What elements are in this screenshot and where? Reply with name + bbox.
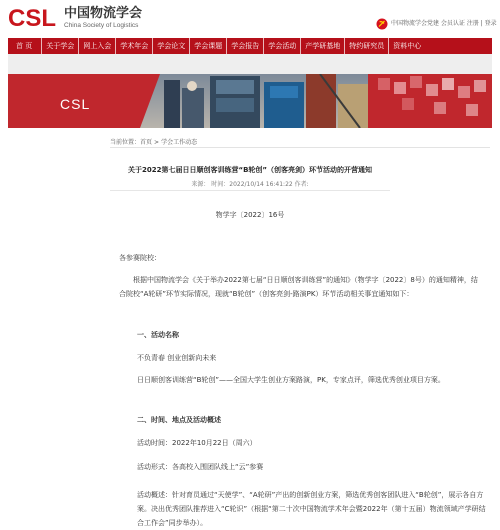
- top-links[interactable]: 中国物流学会党建 会员认证 注册 | 登录: [391, 20, 497, 27]
- intro-paragraph: 根据中国物流学会《关于举办2022第七届“日日顺创客训练营”的通知》（物学字〔2022〕8号）的通知精神，结合院校“A轮研”环节实际情况，现就“B轮创”（创客亮剑-路演PK）环节活动相关事宜通知如下：: [119, 276, 478, 298]
- breadcrumb-prefix: 当前位置：: [110, 139, 141, 146]
- activity-time: 活动时间：2022年10月22日（周六）: [137, 439, 257, 447]
- divider: [110, 190, 390, 191]
- breadcrumb: [110, 137, 197, 146]
- hero-banner: [8, 74, 492, 128]
- nav-item-home[interactable]: 首 页: [8, 38, 42, 54]
- activity-description: 日日顺创客训练营“B轮创”——全国大学生创业方案路演，PK，专家点评，筛选优秀创业项目方案。: [137, 376, 445, 384]
- sub-nav-strip: [8, 54, 492, 74]
- activity-format: 活动形式：各高校入围团队线上“云”参赛: [137, 463, 264, 471]
- banner-pattern: [368, 74, 492, 128]
- logo-title-cn[interactable]: 中国物流学会: [64, 6, 143, 21]
- section-heading-time-place: 二、时间、地点及活动概述: [137, 416, 221, 424]
- nav-item-research-base[interactable]: 产学研基地: [301, 38, 345, 54]
- breadcrumb-home-link[interactable]: 首页: [140, 139, 153, 146]
- divider: [110, 147, 490, 148]
- article-title: 关于2022第七届日日顺创客训练营“B轮创”（创客亮剑）环节活动的开营通知: [127, 166, 373, 174]
- nav-item-join[interactable]: 网上入会: [79, 38, 116, 54]
- salutation: 各参赛院校：: [119, 254, 161, 262]
- site-header: [0, 0, 500, 38]
- article-meta: 来源： 时间：2022/10/14 16:41:22 作者:: [191, 181, 309, 188]
- breadcrumb-section-link[interactable]: 学会工作动态: [161, 139, 198, 146]
- nav-item-annual-conference[interactable]: 学术年会: [116, 38, 153, 54]
- nav-item-activities[interactable]: 学会活动: [264, 38, 301, 54]
- logo-title-en: China Society of Logistics: [64, 22, 139, 29]
- nav-item-researchers[interactable]: 特约研究员: [345, 38, 389, 54]
- section-heading-name: 一、活动名称: [137, 331, 179, 339]
- breadcrumb-separator: >: [154, 139, 160, 146]
- nav-item-projects[interactable]: 学会课题: [190, 38, 227, 54]
- nav-item-resources[interactable]: 资料中心: [393, 42, 422, 50]
- banner-logo-text: CSL: [60, 96, 91, 112]
- document-number: 物学字〔2022〕16号: [215, 211, 285, 219]
- activity-overview: 活动概述：针对育员通过“天使学”、“A轮研”产出的创新创业方案，筛选优秀创客团队进入“B轮创”，展示各自方案。决出优秀团队推荐进入“C轮识”（根据“第二十次中国物流学术年会暨2022年（第十五届）物流领域产学研结合工作会”同步举办）。: [137, 491, 486, 527]
- logo-mark[interactable]: CSL: [8, 5, 56, 32]
- nav-item-papers[interactable]: 学会论文: [153, 38, 190, 54]
- nav-item-reports[interactable]: 学会报告: [227, 38, 264, 54]
- activity-slogan: 不负青春 创业创新向未来: [137, 354, 217, 362]
- main-nav: [8, 38, 492, 54]
- party-emblem-icon[interactable]: [376, 18, 388, 30]
- nav-item-about[interactable]: 关于学会: [42, 38, 79, 54]
